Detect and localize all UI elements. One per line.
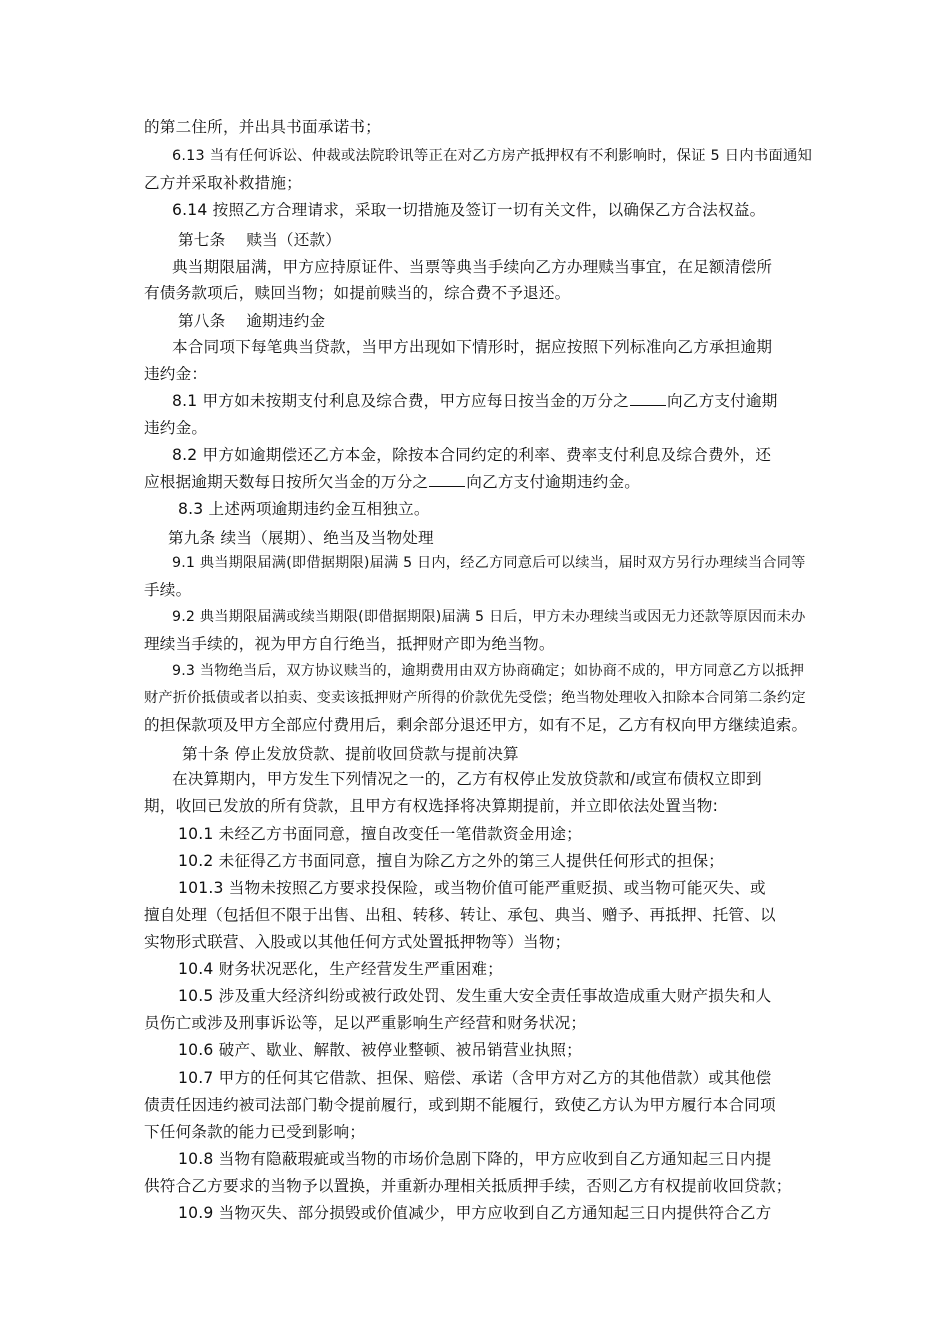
text-line: 10.9 当物灭失、部分损毁或价值减少，甲方应收到自乙方通知起三日内提供符合乙方 [178,1204,772,1222]
text-line: 财产折价抵债或者以拍卖、变卖该抵押财产所得的价款优先受偿；绝当物处理收入扣除本合同第二条约定 [144,690,806,706]
text-line: 10.2 未征得乙方书面同意，擅自为除乙方之外的第三人提供任何形式的担保； [178,852,725,870]
text-line: 8.3 上述两项逾期违约金互相独立。 [178,500,430,518]
text-line: 擅自处理（包括但不限于出售、出租、转移、转让、承包、典当、赠予、再抵押、托管、以 [144,906,776,924]
text-line: 实物形式联营、入股或以其他任何方式处置抵押物等）当物； [144,933,571,951]
text-line: 10.5 涉及重大经济纠纷或被行政处罚、发生重大安全责任事故造成重大财产损失和人 [178,987,772,1005]
text-line: 10.4 财务状况恶化，生产经营发生严重困难； [178,960,503,978]
text-line: 期，收回已发放的所有贷款，且甲方有权选择将决算期提前，并立即依法处置当物: [144,797,719,815]
text-line: 债责任因违约被司法部门勒令提前履行，或到期不能履行，致使乙方认为甲方履行本合同项 [144,1096,776,1114]
text-line: 乙方并采取补救措施； [144,174,302,192]
text-line: 的第二住所，并出具书面承诺书； [144,118,381,136]
text-line: 违约金。 [144,419,208,437]
text-line: 6.13 当有任何诉讼、仲裁或法院聆讯等正在对乙方房产抵押权有不利影响时，保证 5 日内书面通知 [172,148,813,164]
text-segment: 向乙方支付逾期违约金。 [466,473,641,491]
text-line: 在决算期内，甲方发生下列情况之一的，乙方有权停止发放贷款和/或宣布债权立即到 [172,770,762,788]
section-heading: 第八条 逾期违约金 [178,312,326,330]
text-segment: 应根据逾期天数每日按所欠当金的万分之 [144,473,429,491]
text-segment: 向乙方支付逾期 [667,392,778,410]
text-line: 有债务款项后，赎回当物；如提前赎当的，综合费不予退还。 [144,284,571,302]
text-line: 10.8 当物有隐蔽瑕疵或当物的市场价急剧下降的，甲方应收到自乙方通知起三日内提 [178,1150,772,1168]
text-line [144,472,640,492]
section-heading: 第十条 停止发放贷款、提前收回贷款与提前决算 [182,745,519,763]
text-line: 违约金： [144,365,208,383]
text-line: 6.14 按照乙方合理请求，采取一切措施及签订一切有关文件，以确保乙方合法权益。 [172,201,766,219]
text-line: 101.3 当物未按照乙方要求投保险，或当物价值可能严重贬损、或当物可能灭失、或 [178,879,766,897]
text-line: 的担保款项及甲方全部应付费用后，剩余部分退还甲方，如有不足，乙方有权向甲方继续追索。 [144,716,808,734]
text-line: 10.1 未经乙方书面同意，擅自改变任一笔借款资金用途； [178,825,582,843]
text-line [172,391,778,411]
text-line: 下任何条款的能力已受到影响； [144,1123,366,1141]
text-line: 10.7 甲方的任何其它借款、担保、赔偿、承诺（含甲方对乙方的其他借款）或其他偿 [178,1069,772,1087]
section-heading: 第九条 续当（展期）、绝当及当物处理 [168,529,434,547]
text-line: 10.6 破产、歇业、解散、被停业整顿、被吊销营业执照； [178,1041,582,1059]
text-line: 员伤亡或涉及刑事诉讼等，足以严重影响生产经营和财务状况； [144,1014,587,1032]
text-line: 9.3 当物绝当后，双方协议赎当的，逾期费用由双方协商确定；如协商不成的，甲方同意乙方以抵押 [172,663,805,679]
text-line: 8.2 甲方如逾期偿还乙方本金，除按本合同约定的利率、费率支付利息及综合费外，还 [172,446,772,464]
text-line: 9.2 典当期限届满或续当期限(即借据期限)届满 5 日后，甲方未办理续当或因无力还款等原因而未办 [172,609,806,625]
text-segment: 8.1 甲方如未按期支付利息及综合费，甲方应每日按当金的万分之 [172,392,629,410]
section-heading: 第七条 赎当（还款） [178,231,342,249]
fill-in-blank[interactable] [630,392,666,406]
text-line: 9.1 典当期限届满(即借据期限)届满 5 日内，经乙方同意后可以续当，届时双方另行办理续当合同等 [172,555,806,571]
text-line: 典当期限届满，甲方应持原证件、当票等典当手续向乙方办理赎当事宜，在足额清偿所 [172,258,773,276]
text-line: 供符合乙方要求的当物予以置换，并重新办理相关抵质押手续，否则乙方有权提前收回贷款； [144,1177,792,1195]
text-line: 手续。 [144,581,192,599]
text-line: 理续当手续的，视为甲方自行绝当，抵押财产即为绝当物。 [144,635,555,653]
fill-in-blank[interactable] [429,473,465,487]
text-line: 本合同项下每笔典当贷款，当甲方出现如下情形时，据应按照下列标准向乙方承担逾期 [172,338,773,356]
